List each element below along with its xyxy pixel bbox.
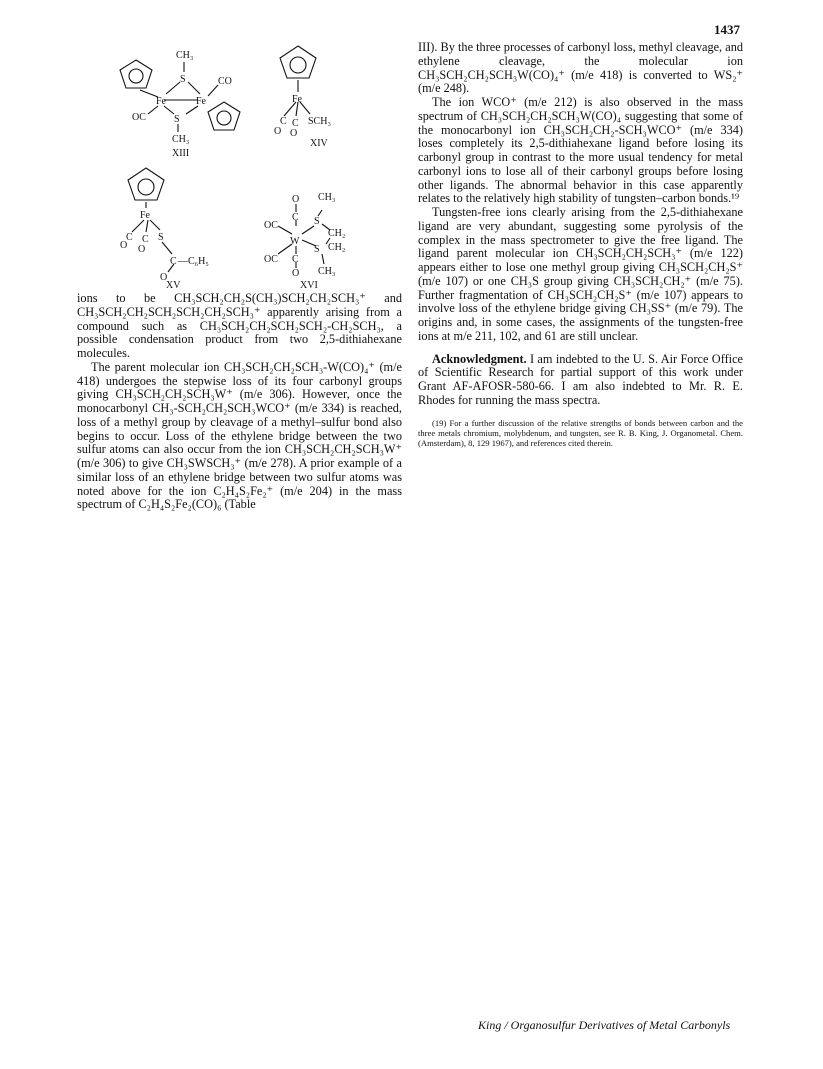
left-paragraph-2: The parent molecular ion CH₃SCH₂CH₂SCH₃-W(CO)₄⁺ (m/e 418) undergoes the stepwise loss of its four carbonyl groups giving CH₃SCH₂CH₂SCH₃W⁺ (m/e 306). However, once the monocarbonyl CH₃-SCH₂CH₂SCH₃WCO⁺ (m/e 334) is reached, loss of a methyl group by cleavage of a methyl–sulfur bond also begins to occur. Loss of the ethylene bridge between the two sulfur atoms can also occur from the ion CH₃SCH₂CH₂SCH₃W⁺ (m/e 306) to give CH₃SWSCH₃⁺ (m/e 278). A prior example of a similar loss of an ethylene bridge between two sulfur atoms was noted above for the ion C₂H₄S₂Fe₂⁺ (m/e 204) in the mass spectrum of C₂H₄S₂Fe₂(CO)₆ (Table xyxy=(77,359,402,512)
xiv-atom-c1: C xyxy=(280,116,287,127)
right-paragraph-2: The ion WCO⁺ (m/e 212) is also observed in the mass spectrum of CH₃SCH₂CH₂SCH₃W(CO)₄ suggesting that some of the monocarbonyl ion CH₃SCH₂CH₂-SCH₃WCO⁺ (m/e 334) loses completely its 2,5-dithiahexane ligand before losing its carbonyl group in contrast to the more usual tendency for metal carbonyl ions to lose all of their carbonyl groups before losing other ligands. The abnormal behavior in this case apparently relates to the relatively high stability of tungsten–carbon bonds.¹⁹ xyxy=(418,95,743,206)
xiv-atom-o1: O xyxy=(274,126,282,137)
right-paragraph-3: Tungsten-free ions clearly arising from the 2,5-dithiahexane ligand are very abundant, suggesting some pyrolysis of the complex in the mass spectrometer to give the free ligand. The ligand parent molecular ion CH₃SCH₂CH₂SCH₃⁺ (m/e 122) appears either to lose one methyl group giving CH₃SCH₂CH₂S⁺ (m/e 107) or one CH₃S group giving CH₃SCH₂CH₂⁺ (m/e 75). Further fragmentation of CH₃SCH₂CH₂S⁺ (m/e 107) appears to involve loss of the ethylene bridge giving CH₃SS⁺ (m/e 79). The origins and, in some cases, the assignments of the tungsten-free ions at m/e 211, 102, and 61 are still unclear. xyxy=(418,205,743,343)
xv-bond xyxy=(146,220,148,232)
xvi-atom-o-top: O xyxy=(292,194,300,205)
xv-atom-o2: O xyxy=(138,244,146,255)
acknowledgment-label: Acknowledgment. xyxy=(432,351,527,366)
xiii-atom-s-bottom: S xyxy=(174,114,180,125)
xv-atom-c2: C xyxy=(142,234,149,245)
xvi-bond xyxy=(302,226,314,234)
xv-atom-s: S xyxy=(158,232,164,243)
xvi-label: XVI xyxy=(300,280,318,290)
xiii-atom-co: CO xyxy=(218,76,232,87)
xiii-atom-ch3-bottom: CH₃ xyxy=(172,134,190,145)
xiii-atom-oc: OC xyxy=(132,112,146,123)
page-number: 1437 xyxy=(714,22,740,37)
xv-bond xyxy=(150,220,160,230)
xvi-atom-oc-lower: OC xyxy=(264,254,278,265)
xiv-atom-c2: C xyxy=(292,118,299,129)
chemical-structures-figure xyxy=(88,40,406,290)
running-footer: King / Organosulfur Derivatives of Metal Carbonyls xyxy=(478,1018,731,1032)
xvi-atom-c-top: C xyxy=(292,212,299,223)
xiv-atom-sch3: SCH₃ xyxy=(308,116,331,127)
xiii-cyclopentadienyl-ring-bottom xyxy=(208,102,240,130)
acknowledgment-text: I am indebted to the U. S. Air Force Office of Scientific Research for partial support of this work under Grant AF-AFOSR-580-66. I am also indebted to Mr. R. E. Rhodes for running the mass spectra. xyxy=(418,351,743,407)
xvi-atom-ch2-lower: CH₂ xyxy=(328,242,346,253)
structure-xv xyxy=(120,168,209,290)
xiv-ring-inner-circle xyxy=(290,57,306,73)
xiii-ring-bottom-inner-circle xyxy=(217,111,231,125)
xv-atom-c6h5: —C₆H₅ xyxy=(178,256,209,267)
xv-atom-fe: Fe xyxy=(140,210,150,221)
xiii-bond xyxy=(148,106,158,114)
xiii-bond xyxy=(208,85,218,96)
footnote-19: (19) For a further discussion of the relative strengths of bonds between carbon and the three metals chromium, molybdenum, and tungsten, see R. B. King, J. Organometal. Chem. (Amsterdam), 8, 129 1967), and references cited therein. xyxy=(418,417,743,448)
xvi-atom-s-lower: S xyxy=(314,244,320,255)
left-paragraph-1: ions to be CH₃SCH₂CH₂S(CH₃)SCH₂CH₂SCH₃⁺ and CH₃SCH₂CH₂SCH₂SCH₂CH₂SCH₃⁺ apparently arising from a compound such as CH₃SCH₂CH₂SCH₂SCH₂-CH₂SCH₃, a possible condensation product from two 2,5-dithiahexane molecules. xyxy=(77,291,402,360)
xiii-atom-s-top: S xyxy=(180,74,186,85)
xiii-bond xyxy=(164,106,174,114)
xiii-label: XIII xyxy=(172,148,190,159)
xiii-bond xyxy=(188,82,200,94)
xiii-ring-top-inner-circle xyxy=(129,69,143,83)
right-column xyxy=(418,41,743,448)
xvi-atom-s-upper: S xyxy=(314,216,320,227)
xiii-atom-ch3-top: CH₃ xyxy=(176,50,194,61)
xiv-atom-fe: Fe xyxy=(292,94,302,105)
xvi-atom-w: W xyxy=(290,236,300,247)
xv-atom-c3: C xyxy=(170,256,177,267)
right-paragraph-1: III). By the three processes of carbonyl loss, methyl cleavage, and ethylene cleavage, the molecular ion CH₃SCH₂CH₂SCH₃W(CO)₄⁺ (m/e 418) is converted to WS₂⁺ (m/e 248). xyxy=(418,40,743,96)
xiii-bond xyxy=(186,106,198,114)
xvi-atom-ch3-bottom: CH₃ xyxy=(318,266,336,277)
xv-bond xyxy=(132,220,144,232)
xiii-bond xyxy=(166,82,180,94)
structure-xiii xyxy=(120,50,240,159)
xiv-label: XIV xyxy=(310,138,328,149)
xv-atom-o1: O xyxy=(120,240,128,251)
xv-atom-o3: O xyxy=(160,272,168,283)
structure-xiv xyxy=(274,46,331,149)
xv-ring-inner-circle xyxy=(138,179,154,195)
structure-drawings xyxy=(88,40,406,290)
xiii-atom-fe-left: Fe xyxy=(156,96,166,107)
xiii-atom-fe-right: Fe xyxy=(196,96,206,107)
xvi-bond xyxy=(322,254,324,264)
structure-xvi xyxy=(264,192,345,290)
xvi-atom-oc-upper: OC xyxy=(264,220,278,231)
xvi-atom-o-bottom: O xyxy=(292,268,300,279)
xvi-bond xyxy=(278,226,292,234)
xiii-cyclopentadienyl-ring-top xyxy=(120,60,152,88)
xvi-atom-ch3-top: CH₃ xyxy=(318,192,336,203)
xv-label: XV xyxy=(166,280,181,290)
xvi-atom-c-bottom: C xyxy=(292,254,299,265)
xv-bond xyxy=(162,242,172,254)
left-column xyxy=(77,292,402,512)
xiv-atom-o2: O xyxy=(290,128,298,139)
acknowledgment-paragraph xyxy=(418,353,743,408)
xv-atom-c1: C xyxy=(126,232,133,243)
xvi-atom-ch2-upper: CH₂ xyxy=(328,228,346,239)
